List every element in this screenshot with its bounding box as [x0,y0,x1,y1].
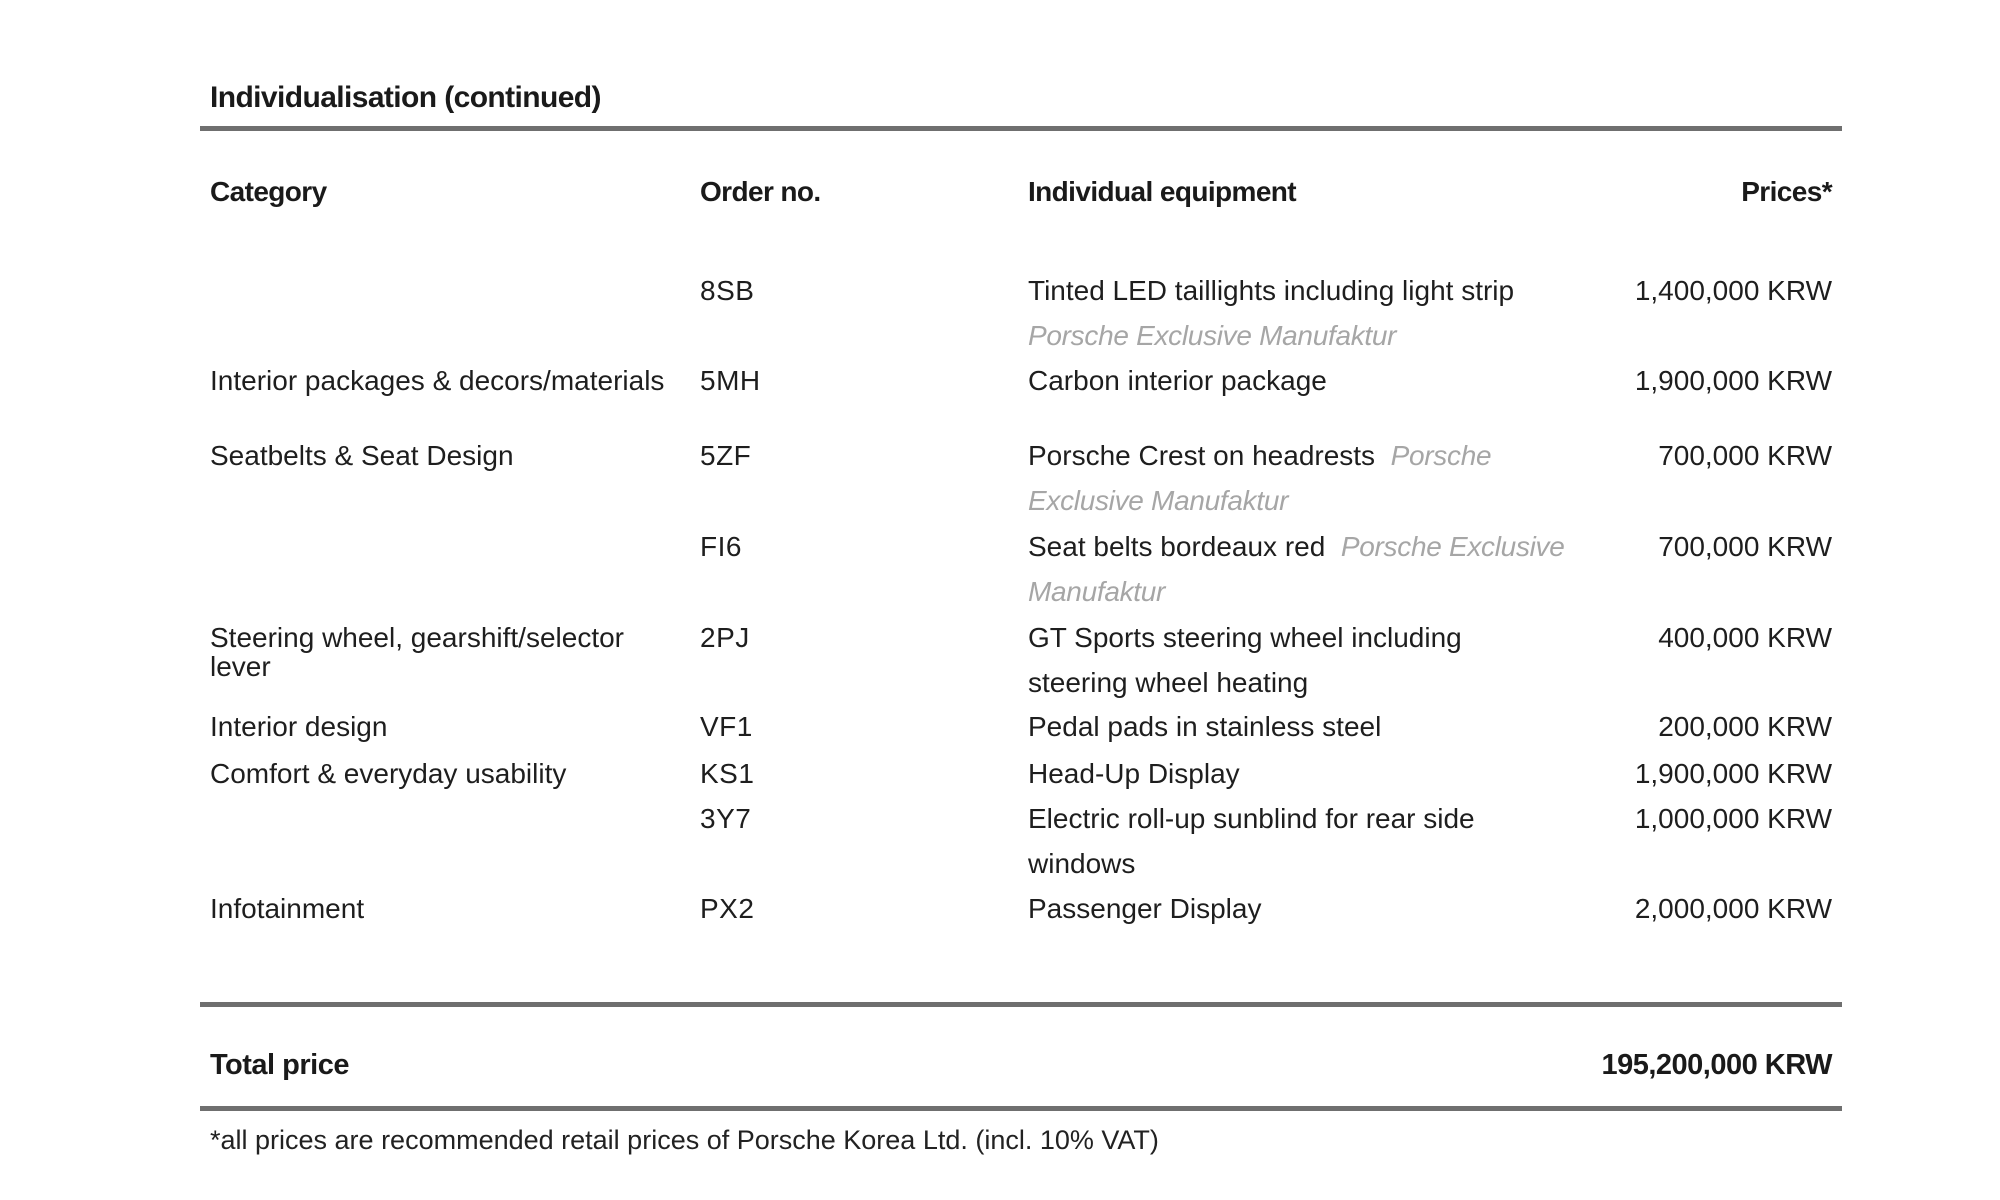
table-row [200,615,1842,704]
row-equipment: GT Sports steering wheel including steering wheel heating [1028,622,1462,698]
row-category: Interior packages & decors/materials [210,365,665,396]
row-equipment [1028,268,1588,358]
row-equipment [1028,524,1588,614]
row-price: 700,000 KRW [1658,440,1832,471]
equipment-table [200,268,1842,931]
row-equipment: Pedal pads in stainless steel [1028,711,1382,742]
row-order-no: VF1 [700,711,753,742]
row-order-no: 2PJ [700,622,750,653]
header-equipment: Individual equipment [1028,176,1297,207]
row-price: 1,900,000 KRW [1634,758,1832,789]
row-price: 1,000,000 KRW [1634,803,1832,834]
row-category: Infotainment [210,893,365,924]
total-value: 195,200,000 KRW [1601,1049,1832,1081]
equipment-name: Porsche Crest on headrests [1028,440,1376,471]
equipment-name: Tinted LED taillights including light strip [1028,275,1515,306]
table-row [200,796,1842,886]
row-category [210,524,680,532]
total-divider [200,1002,1842,1007]
row-equipment: Carbon interior package [1028,365,1327,396]
row-order-no: KS1 [700,758,755,789]
row-category [210,796,680,804]
equipment-name: Seat belts bordeaux red [1028,531,1326,562]
table-row [200,751,1842,796]
table-row [200,704,1842,751]
row-category: Steering wheel, gearshift/selector lever [210,622,624,682]
row-order-no: 8SB [700,275,755,306]
bottom-divider [200,1106,1842,1111]
row-category: Comfort & everyday usability [210,758,567,789]
equipment-note: Porsche Exclusive Manufaktur [1028,440,1492,516]
row-price: 1,400,000 KRW [1634,275,1832,306]
total-label: Total price [210,1049,349,1081]
row-price: 200,000 KRW [1658,711,1832,742]
row-category [210,268,680,276]
header-category: Category [210,176,327,207]
row-price: 700,000 KRW [1658,531,1832,562]
row-equipment [1028,433,1588,523]
equipment-note: Porsche Exclusive Manufaktur [1028,320,1397,351]
title-divider [200,126,1842,131]
row-equipment: Electric roll-up sunblind for rear side windows [1028,803,1475,879]
row-order-no: 5ZF [700,440,752,471]
table-row [200,433,1842,524]
header-prices: Prices* [1741,176,1832,207]
row-order-no: PX2 [700,893,755,924]
total-row [200,1040,1842,1090]
row-order-no: 5MH [700,365,761,396]
price-sheet [200,70,1842,931]
table-row [200,268,1842,358]
row-order-no: 3Y7 [700,803,752,834]
row-price: 2,000,000 KRW [1634,893,1832,924]
table-header [200,176,1842,268]
header-order-no: Order no. [700,176,821,207]
row-price: 1,900,000 KRW [1634,365,1832,396]
table-row [200,886,1842,931]
row-price: 400,000 KRW [1658,622,1832,653]
table-row [200,524,1842,615]
row-category: Seatbelts & Seat Design [210,440,514,471]
row-order-no: FI6 [700,531,742,562]
section-title: Individualisation (continued) [210,81,601,114]
equipment-note: Porsche Exclusive Manufaktur [1028,531,1565,607]
footnote: *all prices are recommended retail prices of Porsche Korea Ltd. (incl. 10% VAT) [210,1125,1159,1155]
row-category: Interior design [210,711,388,742]
row-equipment: Head-Up Display [1028,758,1240,789]
row-equipment: Passenger Display [1028,893,1262,924]
table-row [200,358,1842,433]
